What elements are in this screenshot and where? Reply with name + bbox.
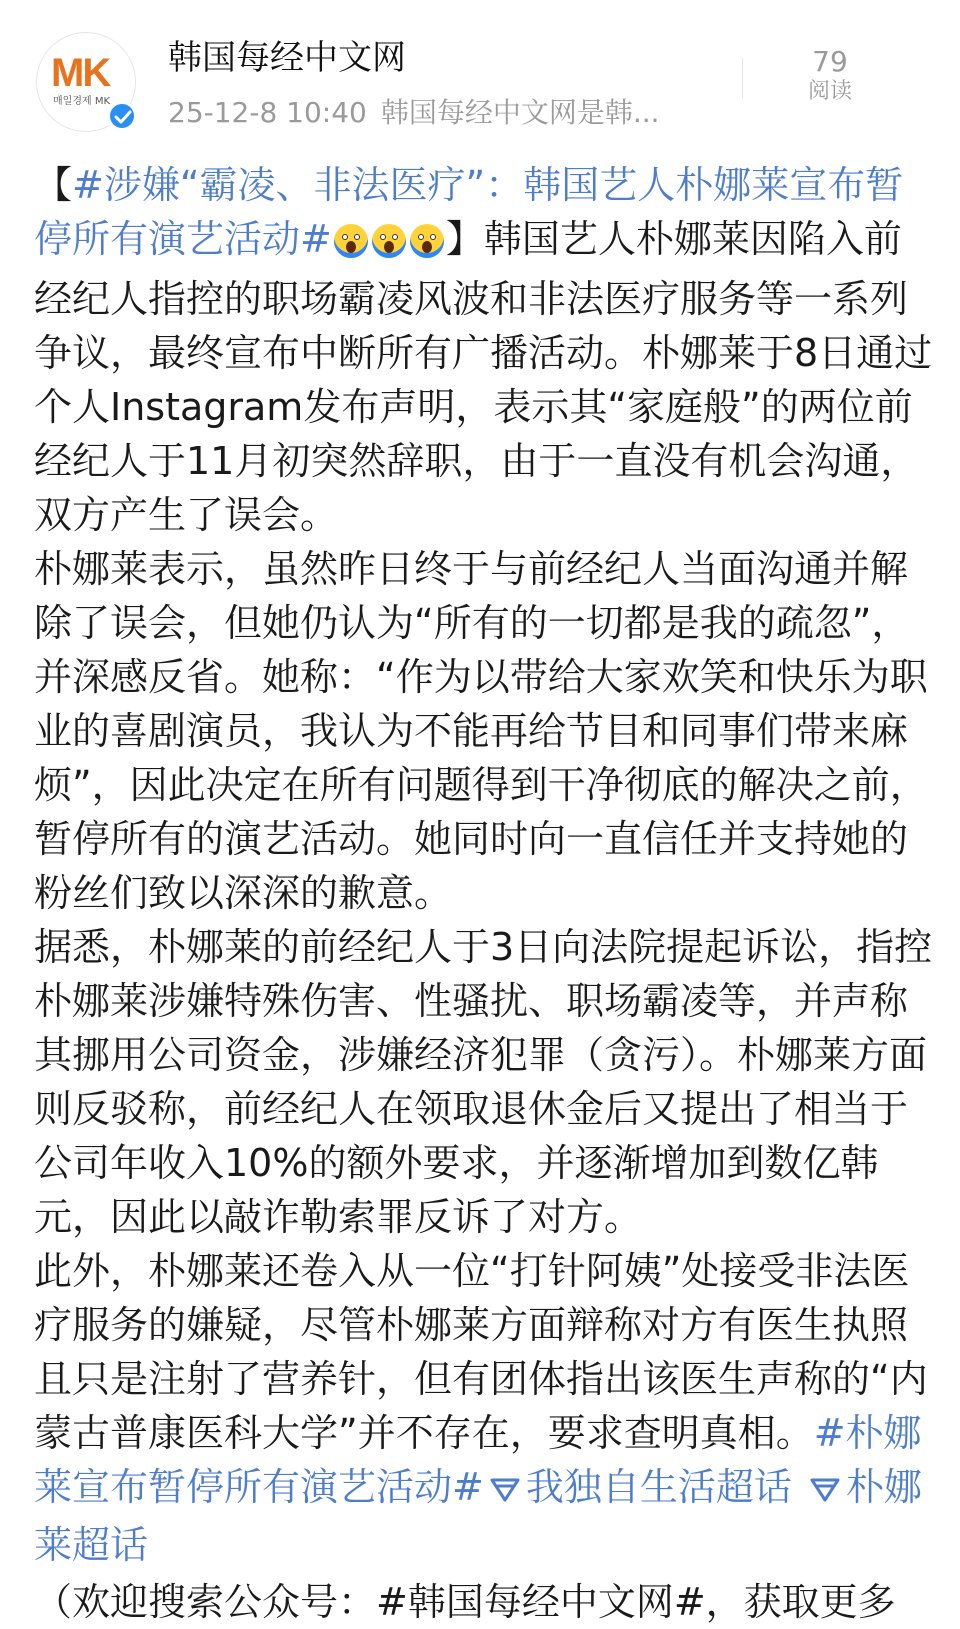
trailing-text: （欢迎搜索公众号：#韩国每经中文网#，获取更多 — [34, 1580, 896, 1624]
scream-emoji-icon — [410, 224, 444, 258]
bracket-close: 】 — [445, 217, 484, 261]
post-timestamp: 25-12-8 10:40 — [168, 96, 367, 129]
mk-logo-text: MK — [51, 51, 110, 95]
author-description: 韩国每经中文网是韩... — [380, 96, 660, 129]
author-avatar[interactable] — [36, 32, 136, 132]
bracket-open: 【 — [34, 163, 73, 207]
read-count-label: 阅读 — [807, 79, 852, 104]
super-topic-diamond-icon — [808, 1464, 842, 1518]
verified-check-icon — [107, 101, 137, 131]
post-paragraph-1 — [34, 158, 934, 542]
header-divider — [742, 58, 743, 98]
post-header — [0, 0, 960, 150]
post-meta — [168, 93, 660, 133]
hashtag-link[interactable]: #朴娜莱宣布暂停所有演艺活动# — [34, 1411, 922, 1509]
paragraph-4-text: 此外，朴娜莱还卷入从一位“打针阿姨”处接受非法医疗服务的嫌疑，尽管朴娜莱方面辩称对方有医生执照且只是注射了营养针，但有团体指出该医生声称的“内蒙古普康医科大学”并不存在，要求查明真相。 — [34, 1249, 928, 1455]
scream-emoji-group — [332, 218, 446, 272]
post-paragraph-4 — [34, 1244, 934, 1572]
scream-emoji-icon — [372, 224, 406, 258]
mk-logo-subtext: 매일경제 MK — [53, 96, 111, 107]
title-hashtag-link[interactable]: #涉嫌“霸凌、非法医疗”：韩国艺人朴娜莱宣布暂停所有演艺活动# — [34, 163, 904, 261]
post-paragraph-2: 朴娜莱表示，虽然昨日终于与前经纪人当面沟通并解除了误会，但她仍认为“所有的一切都是我的疏忽”，并深感反省。她称：“作为以带给大家欢笑和快乐为职业的喜剧演员，我认为不能再给节目和同事们带来麻烦”，因此决定在所有问题得到干净彻底的解决之前，暂停所有的演艺活动。她同时向一直信任并支持她的粉丝们致以深深的歉意。 — [34, 547, 928, 915]
post-body — [34, 158, 934, 1572]
read-count — [790, 46, 870, 106]
super-topic-label-2: 朴娜莱超话 — [34, 1465, 922, 1567]
super-topic-link-1[interactable] — [484, 1465, 792, 1509]
super-topic-diamond-icon — [488, 1464, 522, 1518]
scream-emoji-icon — [334, 224, 368, 258]
paragraph-1-text: 韩国艺人朴娜莱因陷入前经纪人指控的职场霸凌风波和非法医疗服务等一系列争议，最终宣布中断所有广播活动。朴娜莱于8日通过个人Instagram发布声明，表示其“家庭般”的两位前经纪人于11月初突然辞职，由于一直没有机会沟通，双方产生了误会。 — [34, 217, 933, 537]
author-name[interactable]: 韩国每经中文网 — [168, 38, 406, 78]
read-count-number: 79 — [812, 45, 848, 78]
super-topic-label-1: 我独自生活超话 — [525, 1465, 792, 1509]
post-paragraph-3: 据悉，朴娜莱的前经纪人于3日向法院提起诉讼，指控朴娜莱涉嫌特殊伤害、性骚扰、职场霸凌等，并声称其挪用公司资金，涉嫌经济犯罪（贪污）。朴娜莱方面则反驳称，前经纪人在领取退休金后又提出了相当于公司年收入10%的额外要求，并逐渐增加到数亿韩元，因此以敲诈勒索罪反诉了对方。 — [34, 925, 933, 1239]
